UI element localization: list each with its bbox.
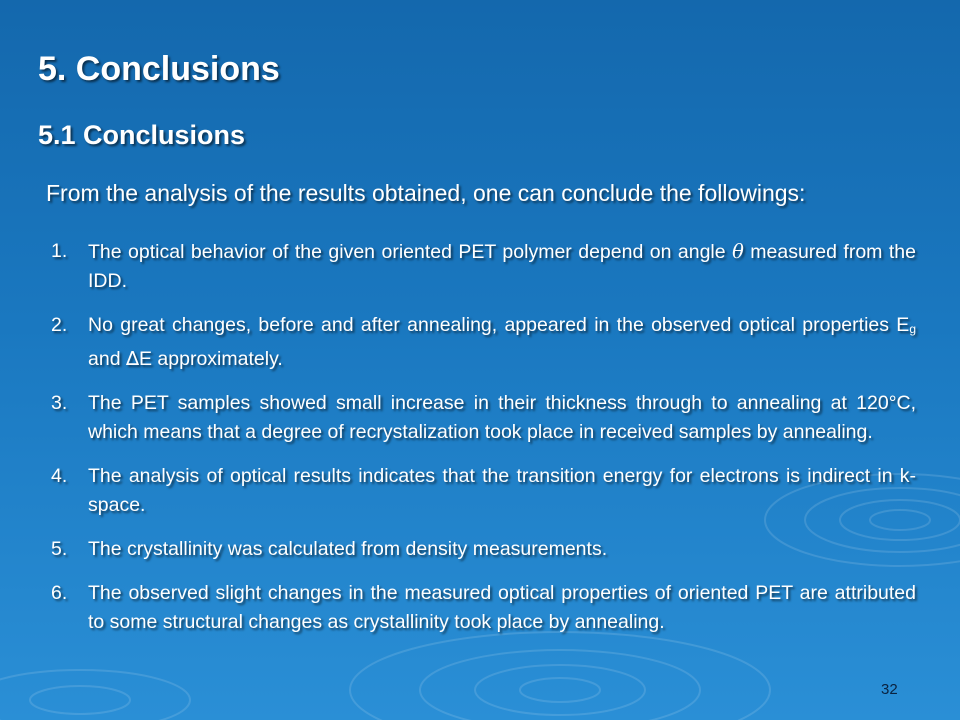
delta-symbol: ∆ xyxy=(125,347,139,370)
item-number: 1. xyxy=(51,240,68,262)
item-text: No great changes, before and after annealing, appeared in the observed optical properties $E_g$ and ∆E approximately. xyxy=(88,314,916,370)
slide-subtitle: 5.1 Conclusions xyxy=(38,120,246,150)
item-number: 6. xyxy=(51,582,68,604)
list-item xyxy=(48,311,916,374)
intro-text: From the analysis of the results obtained, one can conclude the followings: xyxy=(46,180,806,206)
item-text: The PET samples showed small increase in their thickness through to annealing at 120°C, which means that a degree of recrystalization took place in received samples by annealing. xyxy=(88,392,916,443)
list-item xyxy=(48,535,916,564)
conclusions-list xyxy=(48,237,916,652)
item-text: The optical behavior of the given oriented PET polymer depend on angle θ measured from the IDD. xyxy=(88,240,916,292)
list-item xyxy=(48,579,916,637)
list-item xyxy=(48,237,916,296)
item-text: The crystallinity was calculated from density measurements. xyxy=(88,538,608,560)
list-item xyxy=(48,462,916,520)
list-item xyxy=(48,389,916,447)
item-number: 4. xyxy=(51,465,68,487)
item-number: 2. xyxy=(51,314,68,336)
page-number: 32 xyxy=(881,681,898,698)
theta-symbol: θ xyxy=(732,240,744,263)
item-number: 5. xyxy=(51,538,68,560)
item-number: 3. xyxy=(51,392,68,414)
item-text: The analysis of optical results indicates that the transition energy for electrons is indirect in k-space. xyxy=(88,465,916,516)
slide-title: 5. Conclusions xyxy=(38,50,280,88)
eg-subscript: g xyxy=(909,322,916,336)
item-text: The observed slight changes in the measured optical properties of oriented PET are attributed to some structural changes as crystallinity took place by annealing. xyxy=(88,582,916,633)
